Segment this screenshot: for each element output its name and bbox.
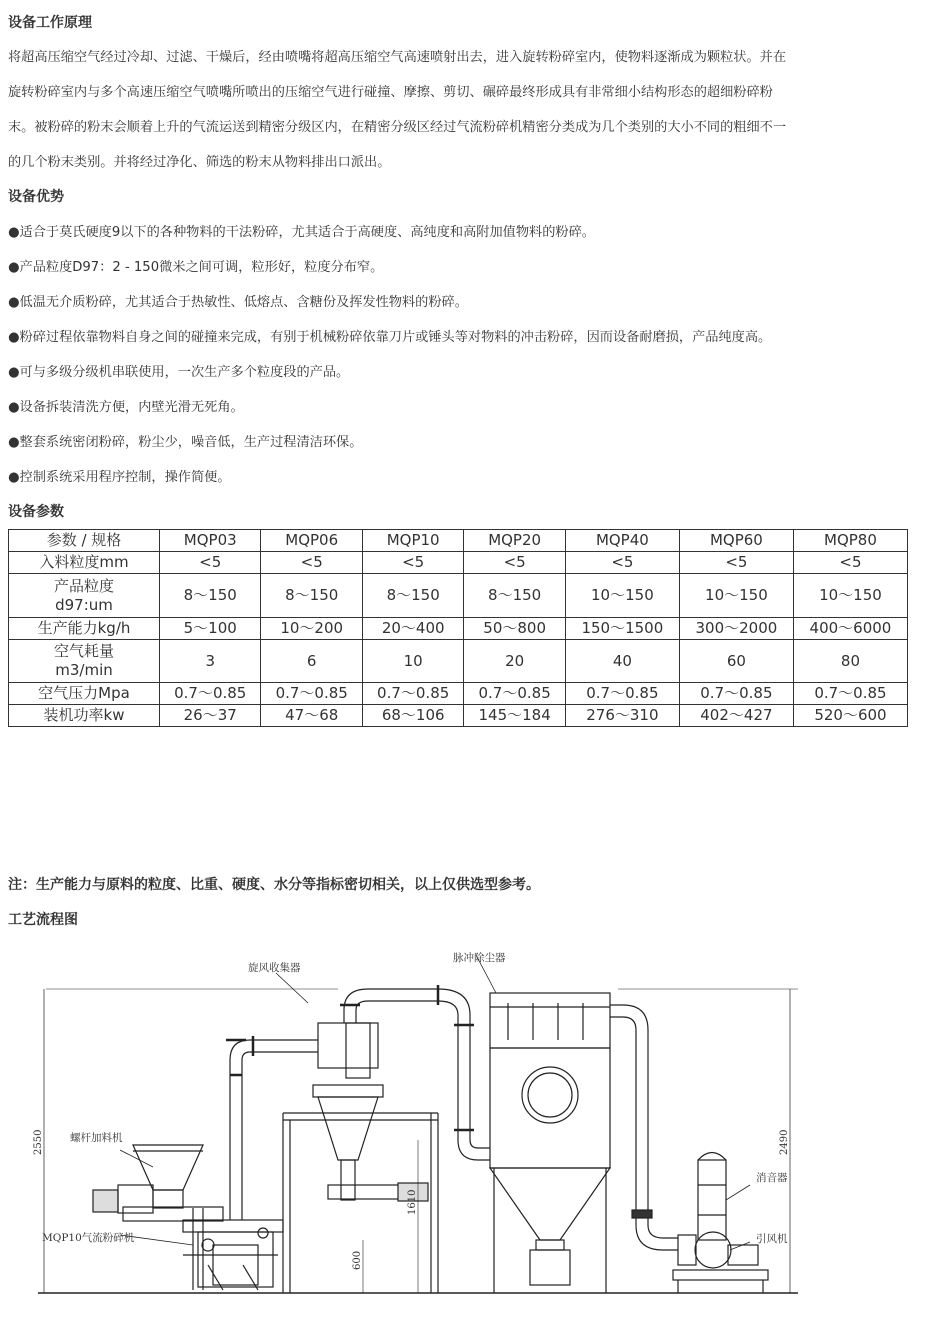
table-cell: 47～68 [261,705,362,727]
silencer [698,1153,726,1241]
advantage-item: ●控制系统采用程序控制，操作简便。 [8,470,231,485]
table-cell: 0.7～0.85 [464,683,565,705]
row-label: 生产能力kg/h [9,618,160,640]
table-cell: 0.7～0.85 [160,683,261,705]
header-cell: MQP10 [362,530,463,552]
cyclone-label: 旋风收集器 [248,962,301,974]
pipe-filter-fan [610,1005,678,1250]
table-cell: <5 [464,552,565,574]
table-cell: 10～150 [679,574,793,618]
dim-left: 2550 [33,1129,44,1155]
jet-mill [183,1220,283,1290]
table-cell: 6 [261,640,362,683]
params-table [8,529,908,727]
table-cell: <5 [362,552,463,574]
table-row [9,552,908,574]
note-text: 注：生产能力与原料的粒度、比重、硬度、水分等指标密切相关，以上仅供选型参考。 [8,877,540,893]
mill-label: MQP10气流粉碎机 [42,1232,135,1244]
advantage-item: ●产品粒度D97：2 - 150微米之间可调，粒形好，粒度分布窄。 [8,260,384,275]
table-row [9,705,908,727]
table-row [9,683,908,705]
table-cell: 0.7～0.85 [261,683,362,705]
pulse-collector-label: 脉冲除尘器 [453,952,506,964]
table-cell: 0.7～0.85 [679,683,793,705]
dim-right: 2490 [779,1129,790,1155]
advantage-item: ●整套系统密闭粉碎，粉尘少，噪音低，生产过程清洁环保。 [8,435,363,450]
table-cell: 520～600 [793,705,907,727]
table-cell: <5 [160,552,261,574]
table-cell: 5～100 [160,618,261,640]
dim-mid: 1610 [407,1189,418,1215]
table-cell: <5 [793,552,907,574]
principle-line-4: 的几个粉末类别。并将经过净化、筛选的粉末从物料排出口派出。 [8,155,391,170]
pipe-cyclone-filter [340,985,490,1160]
table-row [9,574,908,618]
advantage-item: ●低温无介质粉碎，尤其适合于热敏性、低熔点、含糖份及挥发性物料的粉碎。 [8,295,468,310]
table-cell: 10～200 [261,618,362,640]
table-cell: <5 [261,552,362,574]
row-label: 入料粒度mm [9,552,160,574]
params-title: 设备参数 [8,504,64,520]
table-cell: 8～150 [160,574,261,618]
dim-low: 600 [352,1250,363,1270]
flow-title: 工艺流程图 [8,912,78,928]
table-cell: 10～150 [565,574,679,618]
table-cell: <5 [679,552,793,574]
table-cell: 150～1500 [565,618,679,640]
table-cell: 50～800 [464,618,565,640]
table-row [9,618,908,640]
table-cell: 8～150 [362,574,463,618]
table-cell: 20～400 [362,618,463,640]
table-cell: 300～2000 [679,618,793,640]
screw-feeder [93,1145,223,1290]
header-cell: MQP80 [793,530,907,552]
advantage-item: ●设备拆装清洗方便，内壁光滑无死角。 [8,400,244,415]
principle-line-1: 将超高压缩空气经过冷却、过滤、干燥后，经由喷嘴将超高压缩空气高速喷射出去，进入旋转粉碎室内，使物料逐渐成为颗粒状。并在 [8,50,787,65]
advantage-item: ●适合于莫氏硬度9以下的各种物料的干法粉碎，尤其适合于高硬度、高纯度和高附加值物料的粉碎。 [8,225,595,240]
table-header-row [9,530,908,552]
table-cell: <5 [565,552,679,574]
table-cell: 400～6000 [793,618,907,640]
pulse-dust-collector [490,993,610,1293]
header-cell: MQP60 [679,530,793,552]
row-label: 空气耗量 m3/min [9,640,160,683]
header-cell: MQP03 [160,530,261,552]
table-cell: 40 [565,640,679,683]
header-cell: MQP06 [261,530,362,552]
table-cell: 8～150 [261,574,362,618]
header-cell: MQP20 [464,530,565,552]
row-label: 产品粒度 d97:um [9,574,160,618]
principle-title: 设备工作原理 [8,15,92,31]
row-label: 装机功率kw [9,705,160,727]
table-row [9,640,908,683]
table-cell: 80 [793,640,907,683]
cyclone-collector [298,1023,428,1201]
table-cell: 60 [679,640,793,683]
advantage-item: ●可与多级分级机串联使用，一次生产多个粒度段的产品。 [8,365,350,380]
header-cell: MQP40 [565,530,679,552]
screw-feeder-label: 螺杆加料机 [70,1132,123,1144]
fan-label: 引风机 [756,1233,788,1245]
table-cell: 26～37 [160,705,261,727]
table-cell: 68～106 [362,705,463,727]
pipe-mill-cyclone [226,1036,298,1220]
table-cell: 0.7～0.85 [793,683,907,705]
principle-line-2: 旋转粉碎室内与多个高速压缩空气喷嘴所喷出的压缩空气进行碰撞、摩擦、剪切、碾碎最终形成具有非常细小结构形态的超细粉碎粉 [8,85,773,100]
induced-draft-fan [673,1232,768,1293]
table-cell: 10 [362,640,463,683]
table-cell: 145～184 [464,705,565,727]
table-cell: 276～310 [565,705,679,727]
table-cell: 0.7～0.85 [362,683,463,705]
advantages-title: 设备优势 [8,189,64,205]
principle-line-3: 末。被粉碎的粉末会顺着上升的气流运送到精密分级区内，在精密分级区经过气流粉碎机精密分类成为几个类别的大小不同的粗细不一 [8,120,787,135]
table-cell: 8～150 [464,574,565,618]
advantage-item: ●粉碎过程依靠物料自身之间的碰撞来完成，有别于机械粉碎依靠刀片或锤头等对物料的冲击粉碎，因而设备耐磨损，产品纯度高。 [8,330,772,345]
table-cell: 10～150 [793,574,907,618]
process-flow-diagram [8,945,808,1305]
header-cell: 参数 / 规格 [9,530,160,552]
row-label: 空气压力Mpa [9,683,160,705]
table-cell: 3 [160,640,261,683]
table-cell: 402～427 [679,705,793,727]
table-cell: 0.7～0.85 [565,683,679,705]
silencer-label: 消音器 [756,1172,788,1184]
table-cell: 20 [464,640,565,683]
